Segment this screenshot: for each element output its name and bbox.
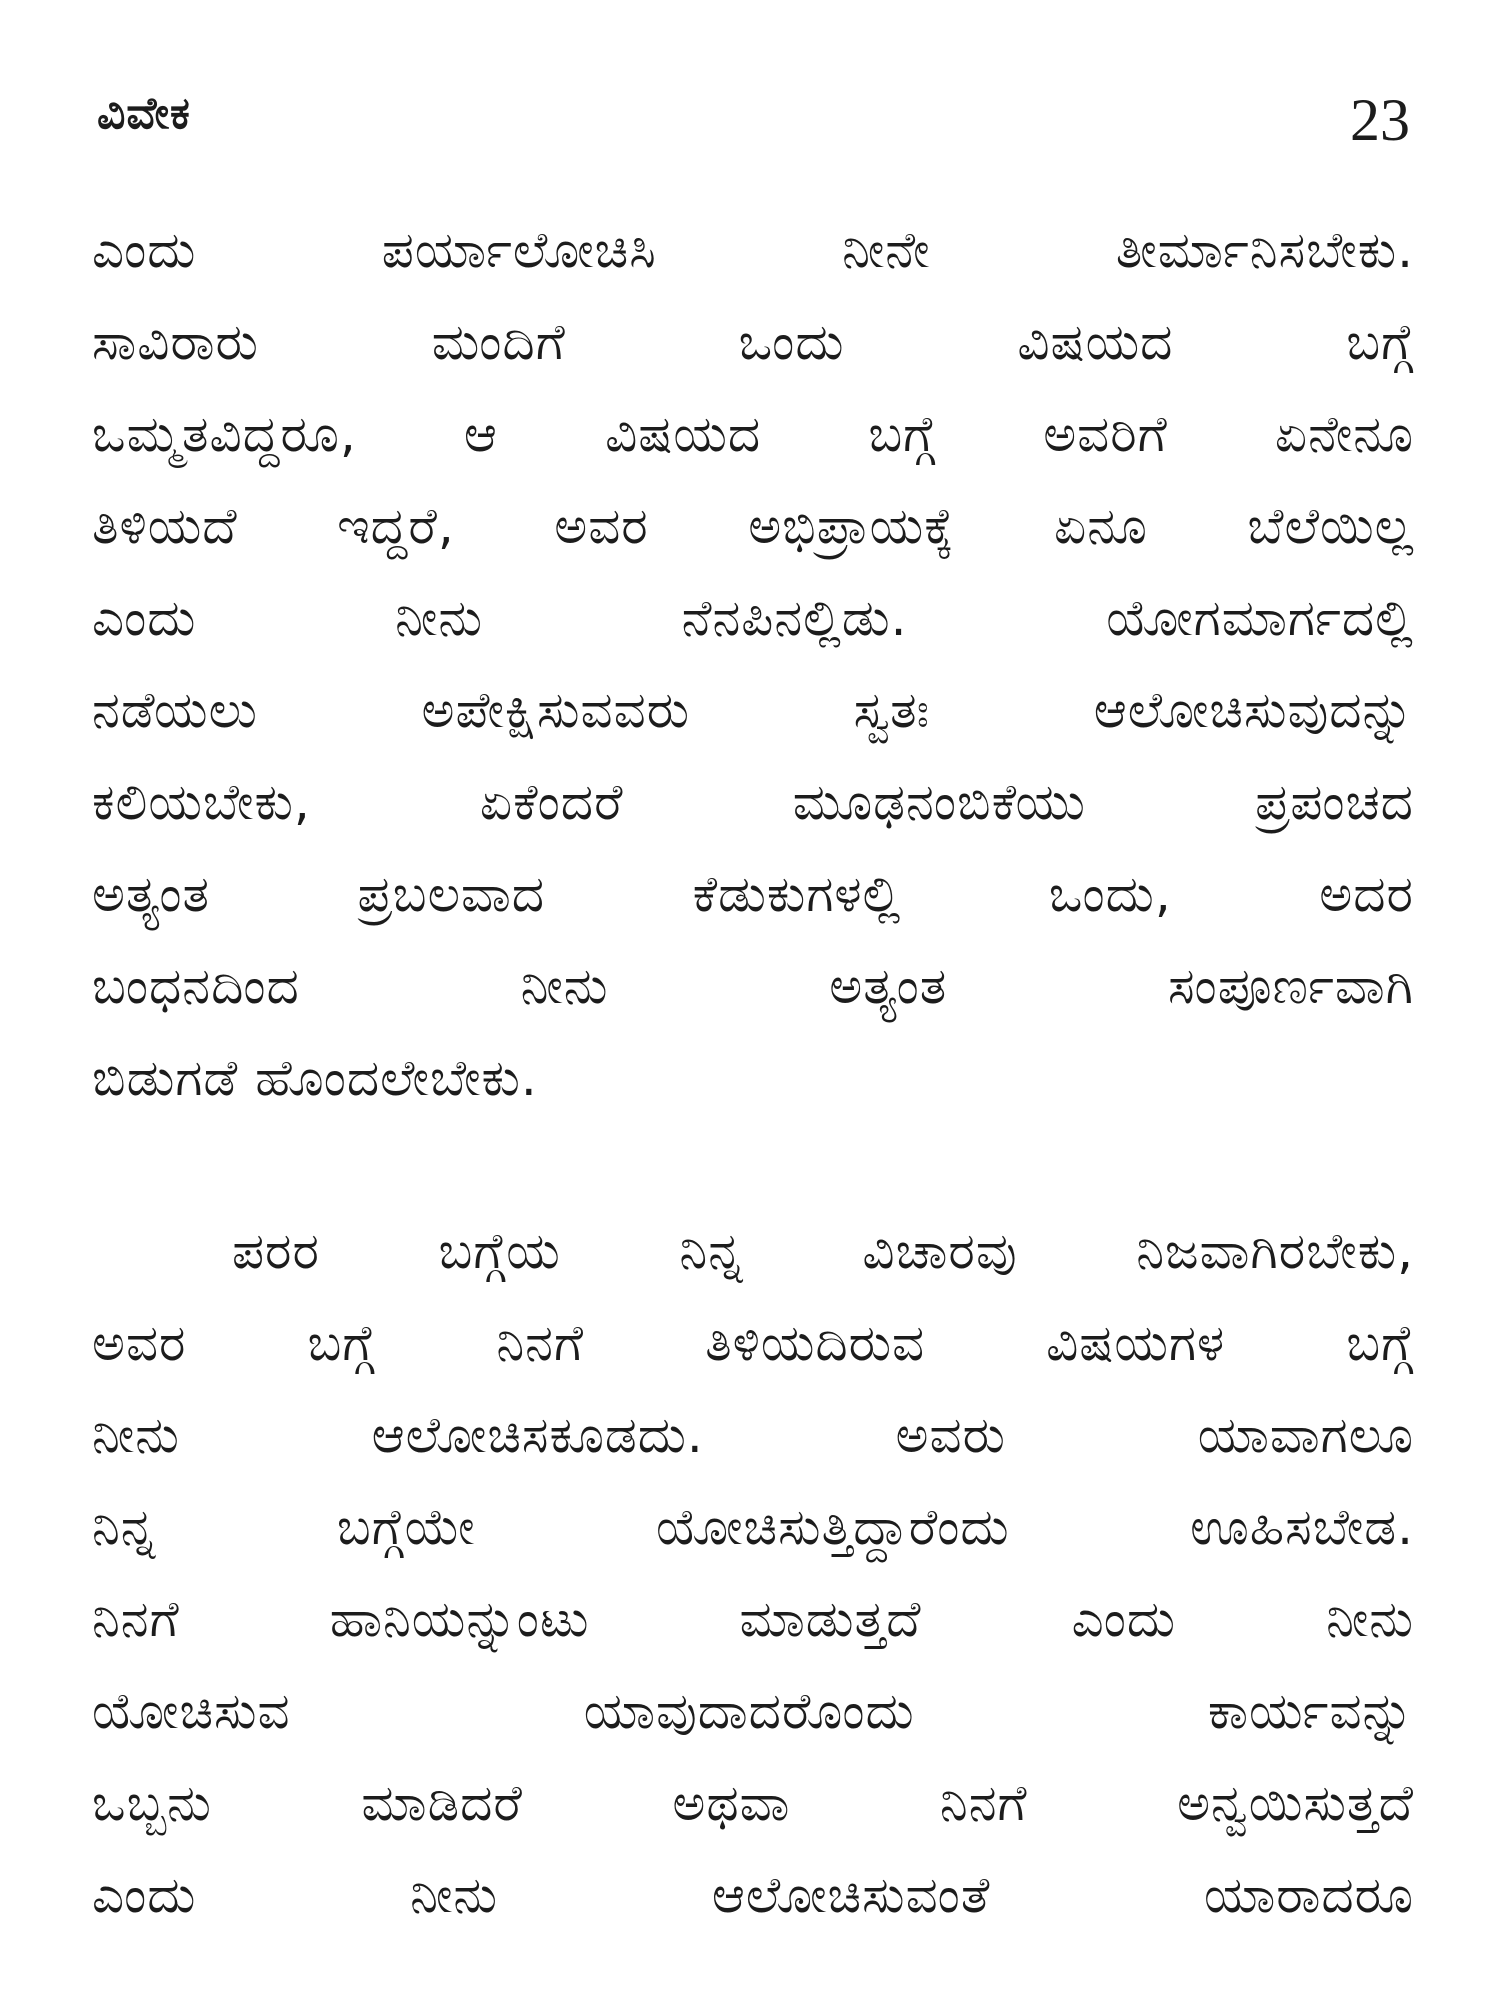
text-line: ಬಿಡುಗಡೆ ಹೊಂದಲೇಬೇಕು. bbox=[92, 1049, 538, 1107]
body-paragraph bbox=[92, 204, 1414, 1124]
text-line: ಎಂದು ಪರ್ಯಾಲೋಚಿಸಿ ನೀನೇ ತೀರ್ಮಾನಿಸಬೇಕು. bbox=[92, 221, 1414, 279]
text-line: ಕಲಿಯಬೇಕು, ಏಕೆಂದರೆ ಮೂಢನಂಬಿಕೆಯು ಪ್ರಪಂಚದ bbox=[92, 773, 1414, 831]
text-line: ಸಾವಿರಾರು ಮಂದಿಗೆ ಒಂದು ವಿಷಯದ ಬಗ್ಗೆ bbox=[92, 313, 1414, 371]
body-paragraph bbox=[92, 1205, 1414, 1941]
text-line: ನಿನಗೆ ಹಾನಿಯನ್ನುಂಟು ಮಾಡುತ್ತದೆ ಎಂದು ನೀನು bbox=[92, 1590, 1414, 1648]
page-number: 23 bbox=[1350, 87, 1410, 153]
text-line: ಒಬ್ಬನು ಮಾಡಿದರೆ ಅಥವಾ ನಿನಗೆ ಅನ್ವಯಿಸುತ್ತದೆ bbox=[92, 1774, 1414, 1832]
text-line: ಅವರ ಬಗ್ಗೆ ನಿನಗೆ ತಿಳಿಯದಿರುವ ವಿಷಯಗಳ ಬಗ್ಗೆ bbox=[92, 1314, 1414, 1372]
text-line: ಅತ್ಯಂತ ಪ್ರಬಲವಾದ ಕೆಡುಕುಗಳಲ್ಲಿ ಒಂದು, ಅದರ bbox=[92, 865, 1414, 923]
text-line: ನೀನು ಆಲೋಚಿಸಕೂಡದು. ಅವರು ಯಾವಾಗಲೂ bbox=[92, 1406, 1414, 1464]
text-line: ಎಂದು ನೀನು ನೆನಪಿನಲ್ಲಿಡು. ಯೋಗಮಾರ್ಗದಲ್ಲಿ bbox=[92, 589, 1414, 647]
text-line: ತಿಳಿಯದೆ ಇದ್ದರೆ, ಅವರ ಅಭಿಪ್ರಾಯಕ್ಕೆ ಏನೂ ಬೆಲೆಯಿಲ್ಲ bbox=[92, 497, 1414, 555]
text-line: ಬಂಧನದಿಂದ ನೀನು ಅತ್ಯಂತ ಸಂಪೂರ್ಣವಾಗಿ bbox=[92, 957, 1414, 1015]
text-line: ಯೋಚಿಸುವ ಯಾವುದಾದರೊಂದು ಕಾರ್ಯವನ್ನು bbox=[92, 1682, 1414, 1740]
text-line: ಪರರ ಬಗ್ಗೆಯ ನಿನ್ನ ವಿಚಾರವು ನಿಜವಾಗಿರಬೇಕು, bbox=[232, 1222, 1414, 1280]
text-line: ನಡೆಯಲು ಅಪೇಕ್ಷಿಸುವವರು ಸ್ವತಃ ಆಲೋಚಿಸುವುದನ್ನು bbox=[92, 681, 1414, 739]
running-head-title: ವಿವೇಕ bbox=[97, 88, 191, 139]
text-line: ನಿನ್ನ ಬಗ್ಗೆಯೇ ಯೋಚಿಸುತ್ತಿದ್ದಾರೆಂದು ಊಹಿಸಬೇಡ. bbox=[92, 1498, 1414, 1556]
text-line: ಎಂದು ನೀನು ಆಲೋಚಿಸುವಂತೆ ಯಾರಾದರೂ bbox=[92, 1866, 1414, 1924]
text-line: ಒಮ್ಮತವಿದ್ದರೂ, ಆ ವಿಷಯದ ಬಗ್ಗೆ ಅವರಿಗೆ ಏನೇನೂ bbox=[92, 405, 1414, 463]
